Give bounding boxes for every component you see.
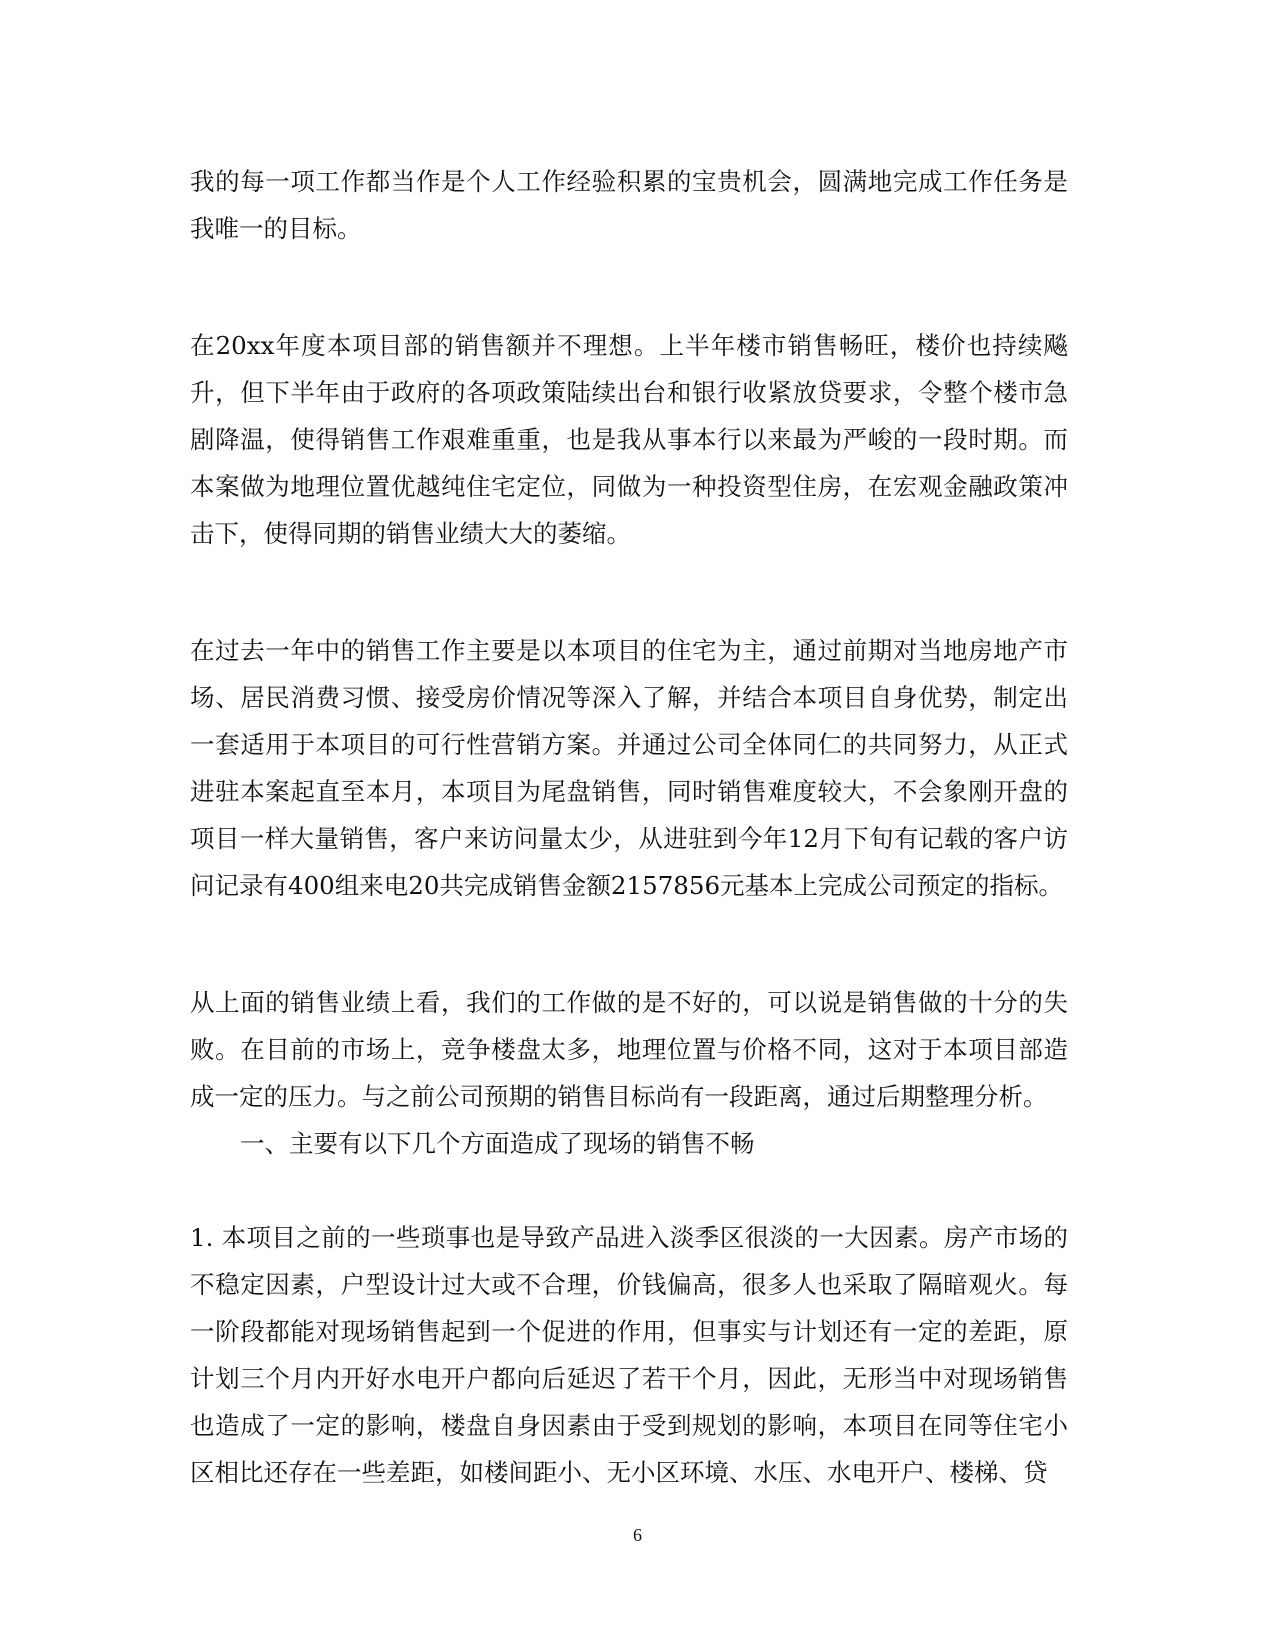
page-number: 6 <box>633 1525 642 1545</box>
paragraph-work-attitude: 我的每一项工作都当作是个人工作经验积累的宝贵机会，圆满地完成工作任务是我唯一的目标。 <box>190 167 1068 243</box>
document-body <box>190 158 1068 1496</box>
paragraph-sales-work: 在过去一年中的销售工作主要是以本项目的住宅为主，通过前期对当地房地产市场、居民消费习惯、接受房价情况等深入了解，并结合本项目自身优势，制定出一套适用于本项目的可行性营销方案。并通过公司全体同仁的共同努力，从正式进驻本案起直至本月，本项目为尾盘销售，同时销售难度较大，不会象刚开盘的项目一样大量销售，客户来访问量太少，从进驻到今年12月下旬有记载的客户访问记录有400组来电20共完成销售金额2157856元基本上完成公司预定的指标。 <box>190 636 1068 900</box>
paragraph-gap <box>190 557 1068 627</box>
paragraph-gap <box>190 909 1068 979</box>
paragraph-sales-overview: 在20xx年度本项目部的销售额并不理想。上半年楼市销售畅旺，楼价也持续飚升，但下半年由于政府的各项政策陆续出台和银行收紧放贷要求，令整个楼市急剧降温，使得销售工作艰难重重，也是我从事本行以来最为严峻的一段时期。而本案做为地理位置优越纯住宅定位，同做为一种投资型住房，在宏观金融政策冲击下，使得同期的销售业绩大大的萎缩。 <box>190 331 1068 548</box>
paragraph-gap <box>190 252 1068 322</box>
list-item-1: 1. 本项目之前的一些琐事也是导致产品进入淡季区很淡的一大因素。房产市场的不稳定因素，户型设计过大或不合理，价钱偏高，很多人也采取了隔暗观火。每一阶段都能对现场销售起到一个促进的作用，但事实与计划还有一定的差距，原计划三个月内开好水电开户都向后延迟了若干个月，因此，无形当中对现场销售也造成了一定的影响，楼盘自身因素由于受到规划的影响，本项目在同等住宅小区相比还存在一些差距，如楼间距小、无小区环境、水压、水电开户、楼梯、贷 <box>190 1223 1068 1487</box>
paragraph-gap <box>190 1167 1068 1214</box>
paragraph-sales-performance: 从上面的销售业绩上看，我们的工作做的是不好的，可以说是销售做的十分的失败。在目前的市场上，竞争楼盘太多，地理位置与价格不同，这对于本项目部造成一定的压力。与之前公司预期的销售目标尚有一段距离，通过后期整理分析。 <box>190 988 1068 1111</box>
section-heading: 一、主要有以下几个方面造成了现场的销售不畅 <box>240 1129 755 1158</box>
